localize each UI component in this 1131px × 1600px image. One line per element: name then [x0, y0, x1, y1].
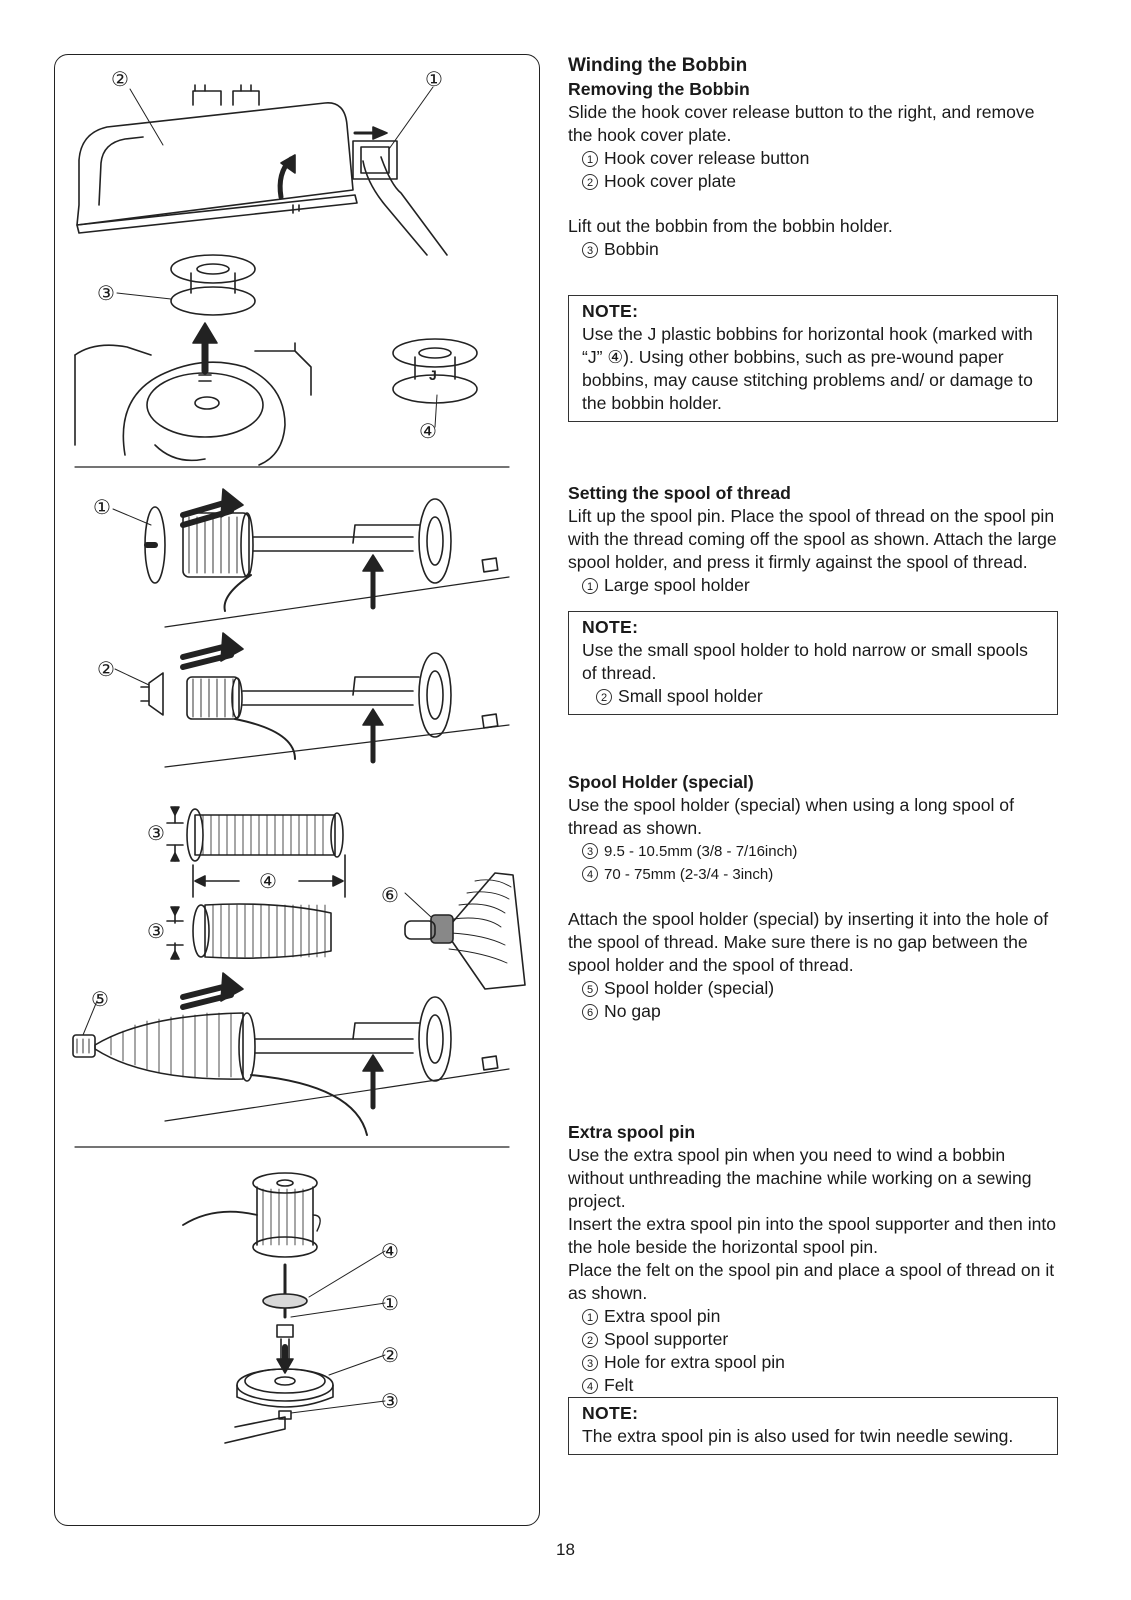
item-label: Spool holder (special): [604, 978, 775, 998]
item-number: 2: [582, 1332, 598, 1348]
callout-leaders: [83, 87, 437, 1413]
callout-label: ②: [111, 69, 129, 91]
note-text: The extra spool pin is also used for twin needle sewing.: [582, 1426, 1014, 1446]
item-label: 70 - 75mm (2-3/4 - 3inch): [604, 866, 774, 883]
item-number: 2: [596, 689, 612, 705]
illustration-panel: [54, 54, 540, 1526]
callout-label: ①: [425, 69, 443, 91]
item-label: 9.5 - 10.5mm (3/8 - 7/16inch): [604, 843, 798, 860]
item-label: Hook cover plate: [604, 171, 737, 191]
callout-label: ③: [147, 921, 165, 943]
item-label: Felt: [604, 1375, 634, 1395]
paragraph: Lift up the spool pin. Place the spool of thread on the spool pin with the thread coming off the spool as shown. Attach the large spool holder, and press it firmly against the spool of thread.: [568, 506, 1057, 572]
note-box: [568, 1397, 1058, 1455]
note-box: [568, 295, 1058, 422]
subsection-title: Extra spool pin: [568, 1122, 696, 1142]
item-number: 4: [582, 1378, 598, 1394]
item-number: 2: [582, 174, 598, 190]
list-item: [568, 840, 1058, 863]
item-number: 4: [582, 866, 598, 882]
small-spool-illustration: [141, 633, 509, 767]
list-item: [568, 863, 1058, 886]
list-item: [568, 170, 1058, 193]
paragraph: Place the felt on the spool pin and place a spool of thread on it as shown.: [568, 1260, 1055, 1303]
item-label: Hook cover release button: [604, 148, 810, 168]
item-number: 3: [582, 1355, 598, 1371]
page-number: 18: [556, 1540, 575, 1559]
svg-text:J: J: [429, 367, 437, 383]
illustrations: [55, 55, 540, 1526]
item-number: 1: [582, 151, 598, 167]
extra-spool-pin-illustration: [183, 1173, 333, 1443]
note-heading: NOTE:: [582, 617, 639, 637]
hook-cover-illustration: [77, 85, 447, 255]
long-spool-dimension-illustration: [167, 807, 525, 989]
list-item: [568, 1374, 1058, 1397]
item-label: Hole for extra spool pin: [604, 1352, 785, 1372]
item-number: 1: [582, 578, 598, 594]
callout-label: ⑤: [91, 989, 109, 1011]
callout-label: ③: [147, 823, 165, 845]
list-item: [568, 1305, 1058, 1328]
list-item: [568, 574, 1058, 597]
paragraph: Lift out the bobbin from the bobbin holder.: [568, 216, 893, 236]
subsection-title: Removing the Bobbin: [568, 79, 750, 99]
item-number: 6: [582, 1004, 598, 1020]
large-spool-illustration: [145, 489, 509, 627]
item-label: Spool supporter: [604, 1329, 729, 1349]
item-label: Large spool holder: [604, 575, 750, 595]
paragraph: Slide the hook cover release button to the right, and remove the hook cover plate.: [568, 102, 1035, 145]
note-text: Use the small spool holder to hold narrow or small spools of thread.: [582, 640, 1028, 683]
item-number: 5: [582, 981, 598, 997]
note-box: [568, 611, 1058, 715]
list-item: [568, 1000, 1058, 1023]
paragraph: Use the extra spool pin when you need to wind a bobbin without unthreading the machine while working on a sewing project.: [568, 1145, 1032, 1211]
callout-label: ④: [419, 421, 437, 443]
callout-label: ⑥: [381, 885, 399, 907]
item-number: 1: [582, 1309, 598, 1325]
note-heading: NOTE:: [582, 1403, 639, 1423]
callout-label: ④: [259, 871, 277, 893]
item-label: Extra spool pin: [604, 1306, 721, 1326]
paragraph: Use the spool holder (special) when using a long spool of thread as shown.: [568, 795, 1014, 838]
list-item: [568, 1351, 1058, 1374]
item-label: Small spool holder: [618, 686, 763, 706]
note-heading: NOTE:: [582, 301, 639, 321]
callout-label: ③: [381, 1391, 399, 1413]
list-item: [568, 238, 1058, 261]
item-number: 3: [582, 242, 598, 258]
subsection-title: Spool Holder (special): [568, 772, 754, 792]
text-column: [568, 54, 1058, 1455]
bobbin-illustration: [75, 255, 477, 465]
note-text: Use the J plastic bobbins for horizontal hook (marked with “J” ④). Using other bobbins, such as pre-wound paper bobbins, may cause stitching problems and/ or damage to the bobbin holder.: [582, 324, 1033, 413]
list-item: [568, 977, 1058, 1000]
section-title: Winding the Bobbin: [568, 55, 748, 76]
special-holder-illustration: [73, 973, 509, 1135]
callout-label: ③: [97, 283, 115, 305]
callout-label: ①: [93, 497, 111, 519]
list-item: [568, 147, 1058, 170]
paragraph: Insert the extra spool pin into the spool supporter and then into the hole beside the horizontal spool pin.: [568, 1214, 1057, 1257]
callout-label: ②: [97, 659, 115, 681]
callout-label: ①: [381, 1293, 399, 1315]
item-number: 3: [582, 843, 598, 859]
item-label: Bobbin: [604, 239, 659, 259]
subsection-title: Setting the spool of thread: [568, 483, 791, 503]
callout-label: ②: [381, 1345, 399, 1367]
item-label: No gap: [604, 1001, 661, 1021]
list-item: [568, 1328, 1058, 1351]
paragraph: Attach the spool holder (special) by inserting it into the hole of the spool of thread. Make sure there is no gap between the spool holder and the spool of thread.: [568, 909, 1049, 975]
callout-label: ④: [381, 1241, 399, 1263]
list-item: [582, 685, 1044, 708]
